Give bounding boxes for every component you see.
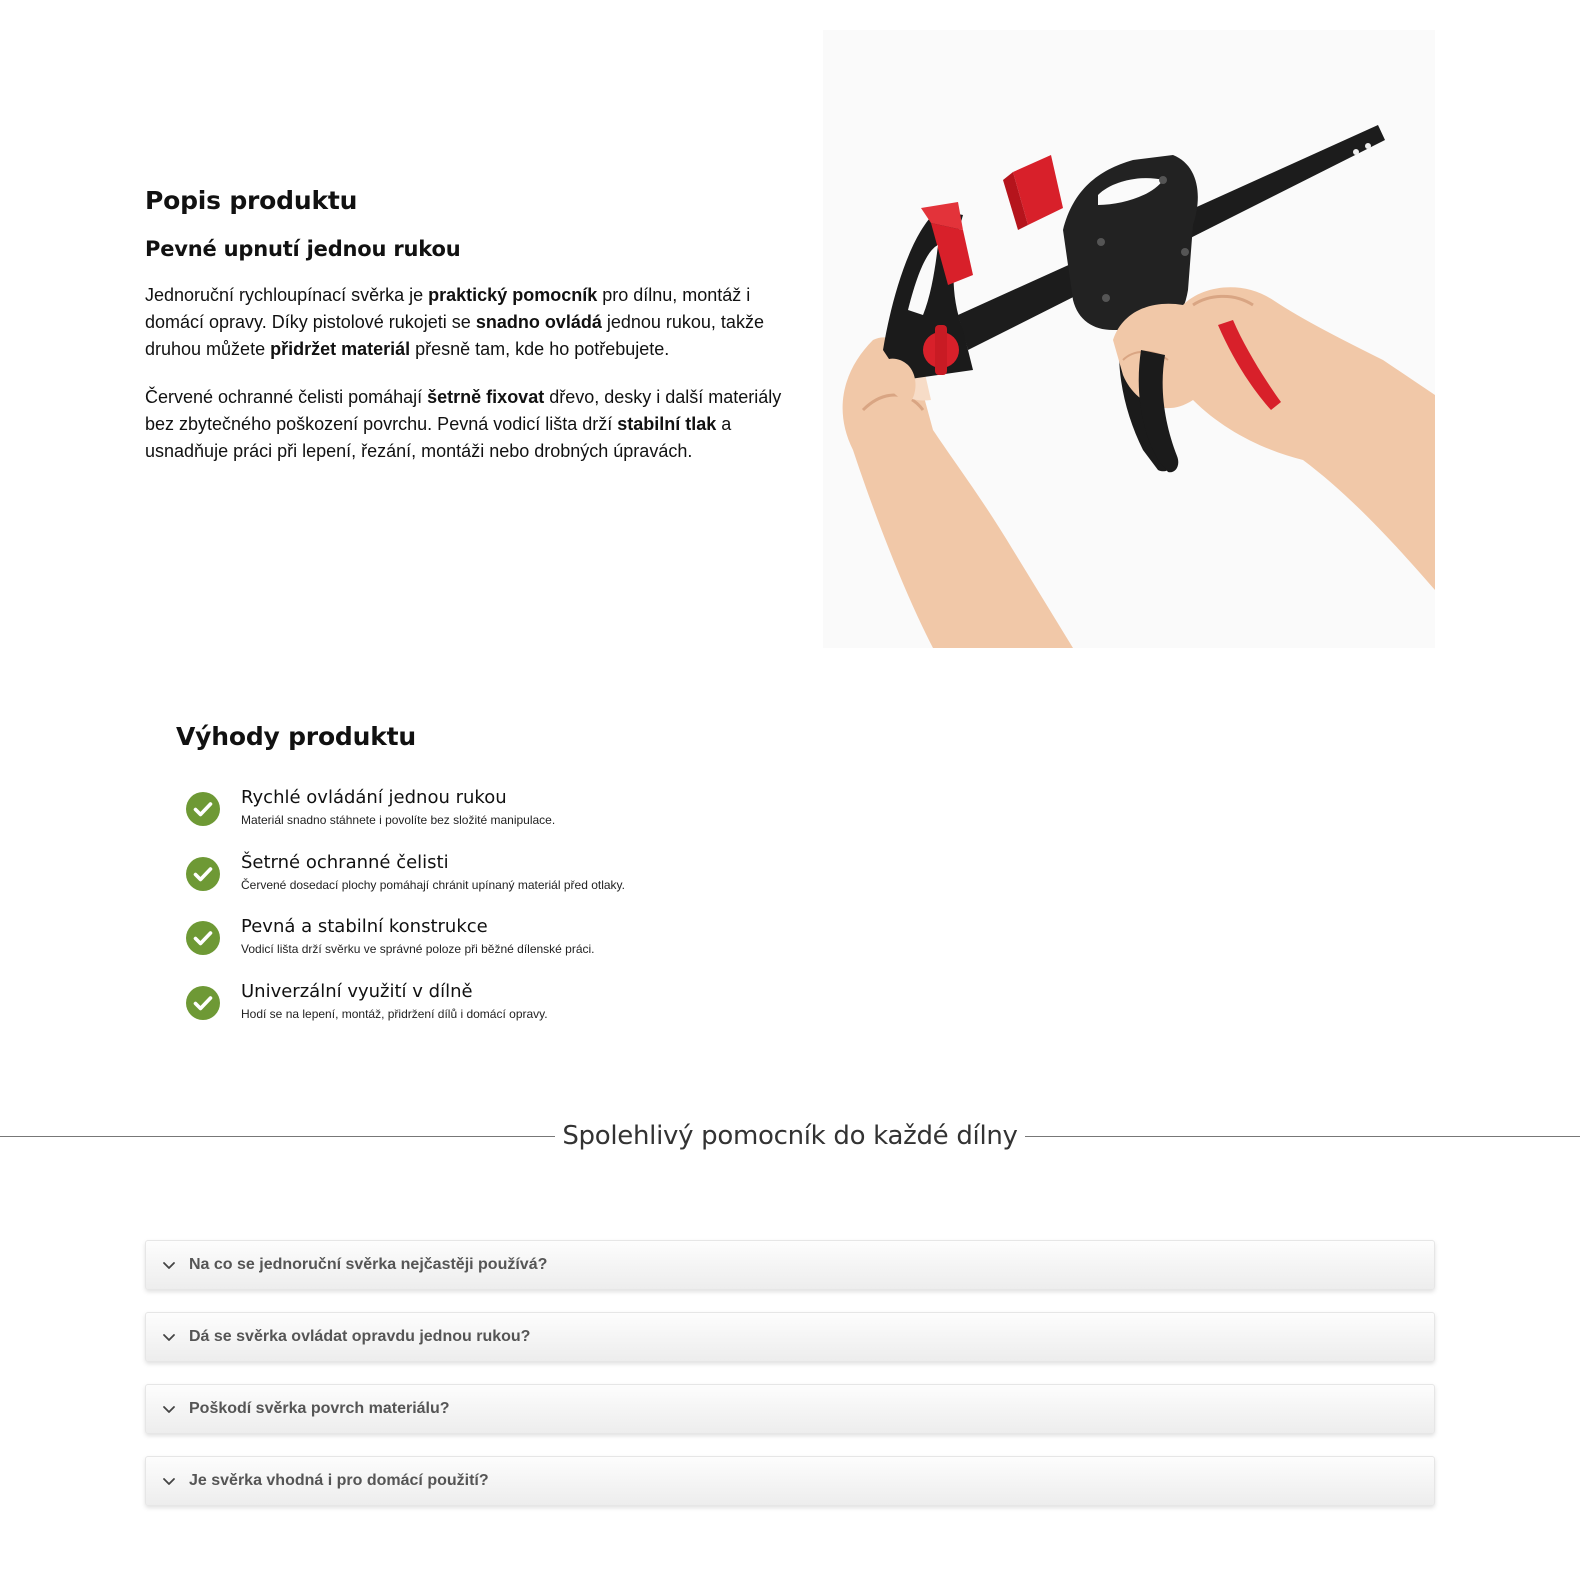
section-title-advantages: Výhody produktu — [176, 722, 416, 751]
description-subtitle: Pevné upnutí jednou rukou — [145, 237, 461, 261]
advantage-description: Červené dosedací plochy pomáhají chránit upínaný materiál před otlaky. — [241, 877, 625, 892]
divider-banner — [0, 1117, 1580, 1157]
advantage-description: Materiál snadno stáhnete i povolíte bez složité manipulace. — [241, 813, 556, 827]
chevron-down-icon — [161, 1257, 177, 1273]
chevron-down-icon — [161, 1329, 177, 1345]
highlight-text: přidržet materiál — [270, 339, 411, 359]
faq-item[interactable] — [145, 1240, 1435, 1290]
advantage-title: Pevná a stabilní konstrukce — [241, 916, 488, 937]
check-circle-icon — [186, 921, 220, 955]
advantages-list — [186, 786, 886, 1044]
advantage-title: Šetrné ochranné čelisti — [241, 851, 449, 873]
faq-question: Dá se svěrka ovládat opravdu jednou rukou? — [189, 1328, 531, 1345]
faq-question: Na co se jednoruční svěrka nejčastěji používá? — [189, 1256, 548, 1273]
advantage-item — [186, 851, 886, 916]
highlight-text: šetrně fixovat — [427, 387, 545, 407]
advantage-item — [186, 915, 886, 980]
chevron-down-icon — [161, 1473, 177, 1489]
section-title-description: Popis produktu — [145, 186, 358, 215]
highlight-text: snadno ovládá — [475, 312, 602, 332]
clamp-illustration — [823, 30, 1435, 648]
advantage-description: Vodicí lišta drží svěrku ve správné poloze při běžné dílenské práci. — [241, 942, 595, 956]
advantage-title: Rychlé ovládání jednou rukou — [241, 787, 507, 808]
chevron-down-icon — [161, 1401, 177, 1417]
advantage-title: Univerzální využití v dílně — [241, 980, 473, 1002]
description-paragraph-1: Jednoruční rychloupínací svěrka je praktický pomocník pro dílnu, montáž i domácí opravy. Díky pistolové rukojeti se snadno ovládá jednou rukou, takže druhou můžete přidržet materiál přesně tam, kde ho potřebujete. — [145, 285, 764, 359]
highlight-text: praktický pomocník — [428, 285, 598, 305]
advantage-description: Hodí se na lepení, montáž, přidržení dílů i domácí opravy. — [241, 1006, 548, 1021]
check-circle-icon — [186, 792, 220, 826]
product-description — [145, 186, 785, 465]
faq-question: Poškodí svěrka povrch materiálu? — [189, 1400, 450, 1417]
highlight-text: stabilní tlak — [617, 414, 717, 434]
divider-line-left — [0, 1136, 555, 1137]
advantage-item — [186, 786, 886, 851]
faq-item[interactable] — [145, 1312, 1435, 1362]
product-image-clamp — [823, 30, 1435, 648]
banner-heading: Spolehlivý pomocník do každé dílny — [562, 1121, 1018, 1151]
faq-item[interactable] — [145, 1456, 1435, 1506]
advantage-item — [186, 980, 886, 1045]
divider-line-right — [1025, 1136, 1580, 1137]
faq-accordion — [145, 1240, 1435, 1528]
check-circle-icon — [186, 986, 220, 1020]
description-paragraph-2: Červené ochranné čelisti pomáhají šetrně fixovat dřevo, desky i další materiály bez zbytečného poškození povrchu. Pevná vodicí lišta drží stabilní tlak a usnadňuje práci při lepení, řezání, montáži nebo drobných úpravách. — [145, 387, 782, 461]
check-circle-icon — [186, 857, 220, 891]
faq-question: Je svěrka vhodná i pro domácí použití? — [189, 1472, 489, 1489]
faq-item[interactable] — [145, 1384, 1435, 1434]
